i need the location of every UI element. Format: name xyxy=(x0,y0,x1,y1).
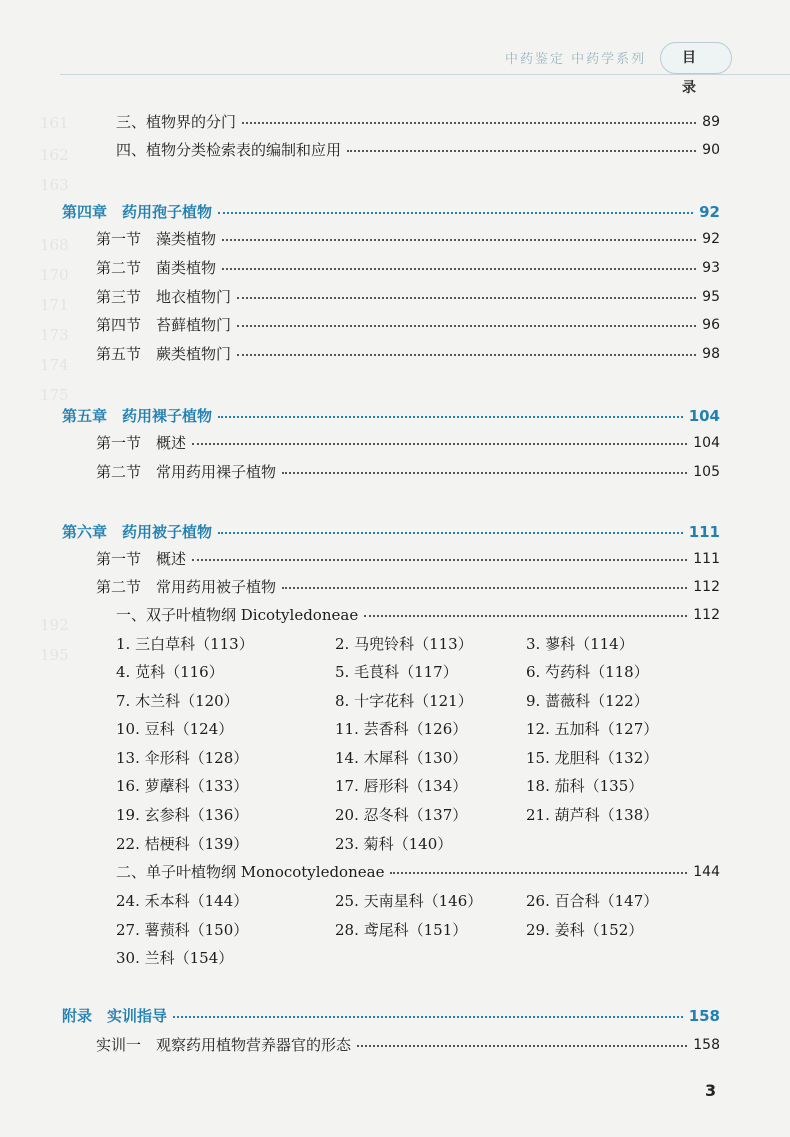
toc-entry[interactable] xyxy=(96,460,720,484)
family-entry: 12. 五加科（127） xyxy=(526,720,659,738)
family-entry: 18. 茄科（135） xyxy=(526,777,644,795)
dot-leader xyxy=(173,1016,683,1018)
dot-leader xyxy=(282,587,687,589)
entry-title: 实训一 观察药用植物营养器官的形态 xyxy=(96,1036,352,1054)
toc-entry[interactable] xyxy=(96,227,720,251)
entry-title: 第四节 苔藓植物门 xyxy=(96,316,232,334)
toc-entry[interactable] xyxy=(96,575,720,599)
page-ref: 92 xyxy=(699,203,720,221)
dot-leader xyxy=(357,1045,687,1047)
dot-leader xyxy=(390,872,687,874)
dot-leader xyxy=(237,325,696,327)
entry-title: 第二节 常用药用裸子植物 xyxy=(96,463,277,481)
page-ref: 158 xyxy=(688,1007,720,1025)
page-ref: 112 xyxy=(693,579,720,595)
family-entry: 25. 天南星科（146） xyxy=(335,892,483,910)
page-ref: 104 xyxy=(688,407,720,425)
family-entry: 2. 马兜铃科（113） xyxy=(335,635,473,653)
page-ref: 111 xyxy=(688,523,720,541)
family-entry: 30. 兰科（154） xyxy=(116,949,234,967)
entry-title: 第一节 概述 xyxy=(96,550,187,568)
family-entry: 4. 苋科（116） xyxy=(116,663,224,681)
family-entry: 17. 唇形科（134） xyxy=(335,777,468,795)
family-entry: 5. 毛茛科（117） xyxy=(335,663,458,681)
family-entry: 9. 蔷薇科（122） xyxy=(526,692,649,710)
family-entry: 29. 姜科（152） xyxy=(526,921,644,939)
page-ref: 89 xyxy=(702,114,720,130)
toc-entry[interactable] xyxy=(116,603,720,627)
page-number: 3 xyxy=(705,1081,717,1100)
family-entry: 10. 豆科（124） xyxy=(116,720,234,738)
bleed-through-text: 161 162 163 168 170 171 173 174 175 192 195 xyxy=(40,114,69,664)
dot-leader xyxy=(242,122,696,124)
family-entry: 15. 龙胆科（132） xyxy=(526,749,659,767)
family-entry: 22. 桔梗科（139） xyxy=(116,835,249,853)
page-ref: 90 xyxy=(702,142,720,158)
toc-badge: 目 录 xyxy=(660,42,732,74)
dot-leader xyxy=(192,443,687,445)
page-ref: 96 xyxy=(702,317,720,333)
dot-leader xyxy=(218,416,683,418)
family-entry: 27. 薯蓣科（150） xyxy=(116,921,249,939)
page-ref: 92 xyxy=(702,231,720,247)
dot-leader xyxy=(364,615,687,617)
entry-title: 一、双子叶植物纲 Dicotyledoneae xyxy=(116,606,359,624)
family-entry: 1. 三白草科（113） xyxy=(116,635,254,653)
family-entry: 14. 木犀科（130） xyxy=(335,749,468,767)
family-entry: 7. 木兰科（120） xyxy=(116,692,239,710)
family-entry: 13. 伞形科（128） xyxy=(116,749,249,767)
toc-entry[interactable] xyxy=(96,342,720,366)
page-ref: 105 xyxy=(693,464,720,480)
toc-entry[interactable] xyxy=(116,860,720,884)
chapter-entry[interactable] xyxy=(62,200,720,224)
entry-title: 第二节 菌类植物 xyxy=(96,259,217,277)
entry-title: 第一节 藻类植物 xyxy=(96,230,217,248)
dot-leader xyxy=(237,354,696,356)
entry-title: 第一节 概述 xyxy=(96,434,187,452)
running-header xyxy=(0,40,790,96)
toc-entry[interactable] xyxy=(116,138,720,162)
page-ref: 158 xyxy=(693,1037,720,1053)
page-ref: 104 xyxy=(693,435,720,451)
dot-leader xyxy=(218,532,683,534)
family-entry: 20. 忍冬科（137） xyxy=(335,806,468,824)
chapter-entry[interactable] xyxy=(62,1004,720,1028)
entry-title: 第三节 地衣植物门 xyxy=(96,288,232,306)
dot-leader xyxy=(222,239,696,241)
entry-title: 二、单子叶植物纲 Monocotyledoneae xyxy=(116,863,385,881)
chapter-title: 第四章 药用孢子植物 xyxy=(62,203,213,221)
series-title: 中药鉴定 中药学系列 xyxy=(505,52,647,67)
toc-entry[interactable] xyxy=(96,285,720,309)
entry-title: 四、植物分类检索表的编制和应用 xyxy=(116,141,342,159)
chapter-title: 第六章 药用被子植物 xyxy=(62,523,213,541)
entry-title: 第二节 常用药用被子植物 xyxy=(96,578,277,596)
family-entry: 24. 禾本科（144） xyxy=(116,892,249,910)
family-entry: 26. 百合科（147） xyxy=(526,892,659,910)
family-entry: 11. 芸香科（126） xyxy=(335,720,468,738)
family-entry: 3. 蓼科（114） xyxy=(526,635,634,653)
page-ref: 95 xyxy=(702,289,720,305)
dot-leader xyxy=(282,472,687,474)
dot-leader xyxy=(218,212,693,214)
toc-entry[interactable] xyxy=(96,313,720,337)
family-entry: 16. 萝藦科（133） xyxy=(116,777,249,795)
family-entry: 28. 鸢尾科（151） xyxy=(335,921,468,939)
dot-leader xyxy=(347,150,696,152)
toc-entry[interactable] xyxy=(96,256,720,280)
chapter-entry[interactable] xyxy=(62,520,720,544)
page-ref: 98 xyxy=(702,346,720,362)
entry-title: 三、植物界的分门 xyxy=(116,113,237,131)
family-entry: 19. 玄参科（136） xyxy=(116,806,249,824)
page-ref: 111 xyxy=(693,551,720,567)
dot-leader xyxy=(192,559,687,561)
page-ref: 144 xyxy=(693,864,720,880)
family-entry: 23. 菊科（140） xyxy=(335,835,453,853)
toc-entry[interactable] xyxy=(96,1033,720,1057)
toc-entry[interactable] xyxy=(96,547,720,571)
page-ref: 93 xyxy=(702,260,720,276)
header-rule xyxy=(60,74,790,75)
chapter-entry[interactable] xyxy=(62,404,720,428)
dot-leader xyxy=(237,297,696,299)
family-entry: 21. 葫芦科（138） xyxy=(526,806,659,824)
toc-entry[interactable] xyxy=(116,110,720,134)
toc-entry[interactable] xyxy=(96,431,720,455)
family-entry: 6. 芍药科（118） xyxy=(526,663,649,681)
page-ref: 112 xyxy=(693,607,720,623)
entry-title: 第五节 蕨类植物门 xyxy=(96,345,232,363)
chapter-title: 附录 实训指导 xyxy=(62,1007,168,1025)
chapter-title: 第五章 药用裸子植物 xyxy=(62,407,213,425)
family-entry: 8. 十字花科（121） xyxy=(335,692,473,710)
dot-leader xyxy=(222,268,696,270)
